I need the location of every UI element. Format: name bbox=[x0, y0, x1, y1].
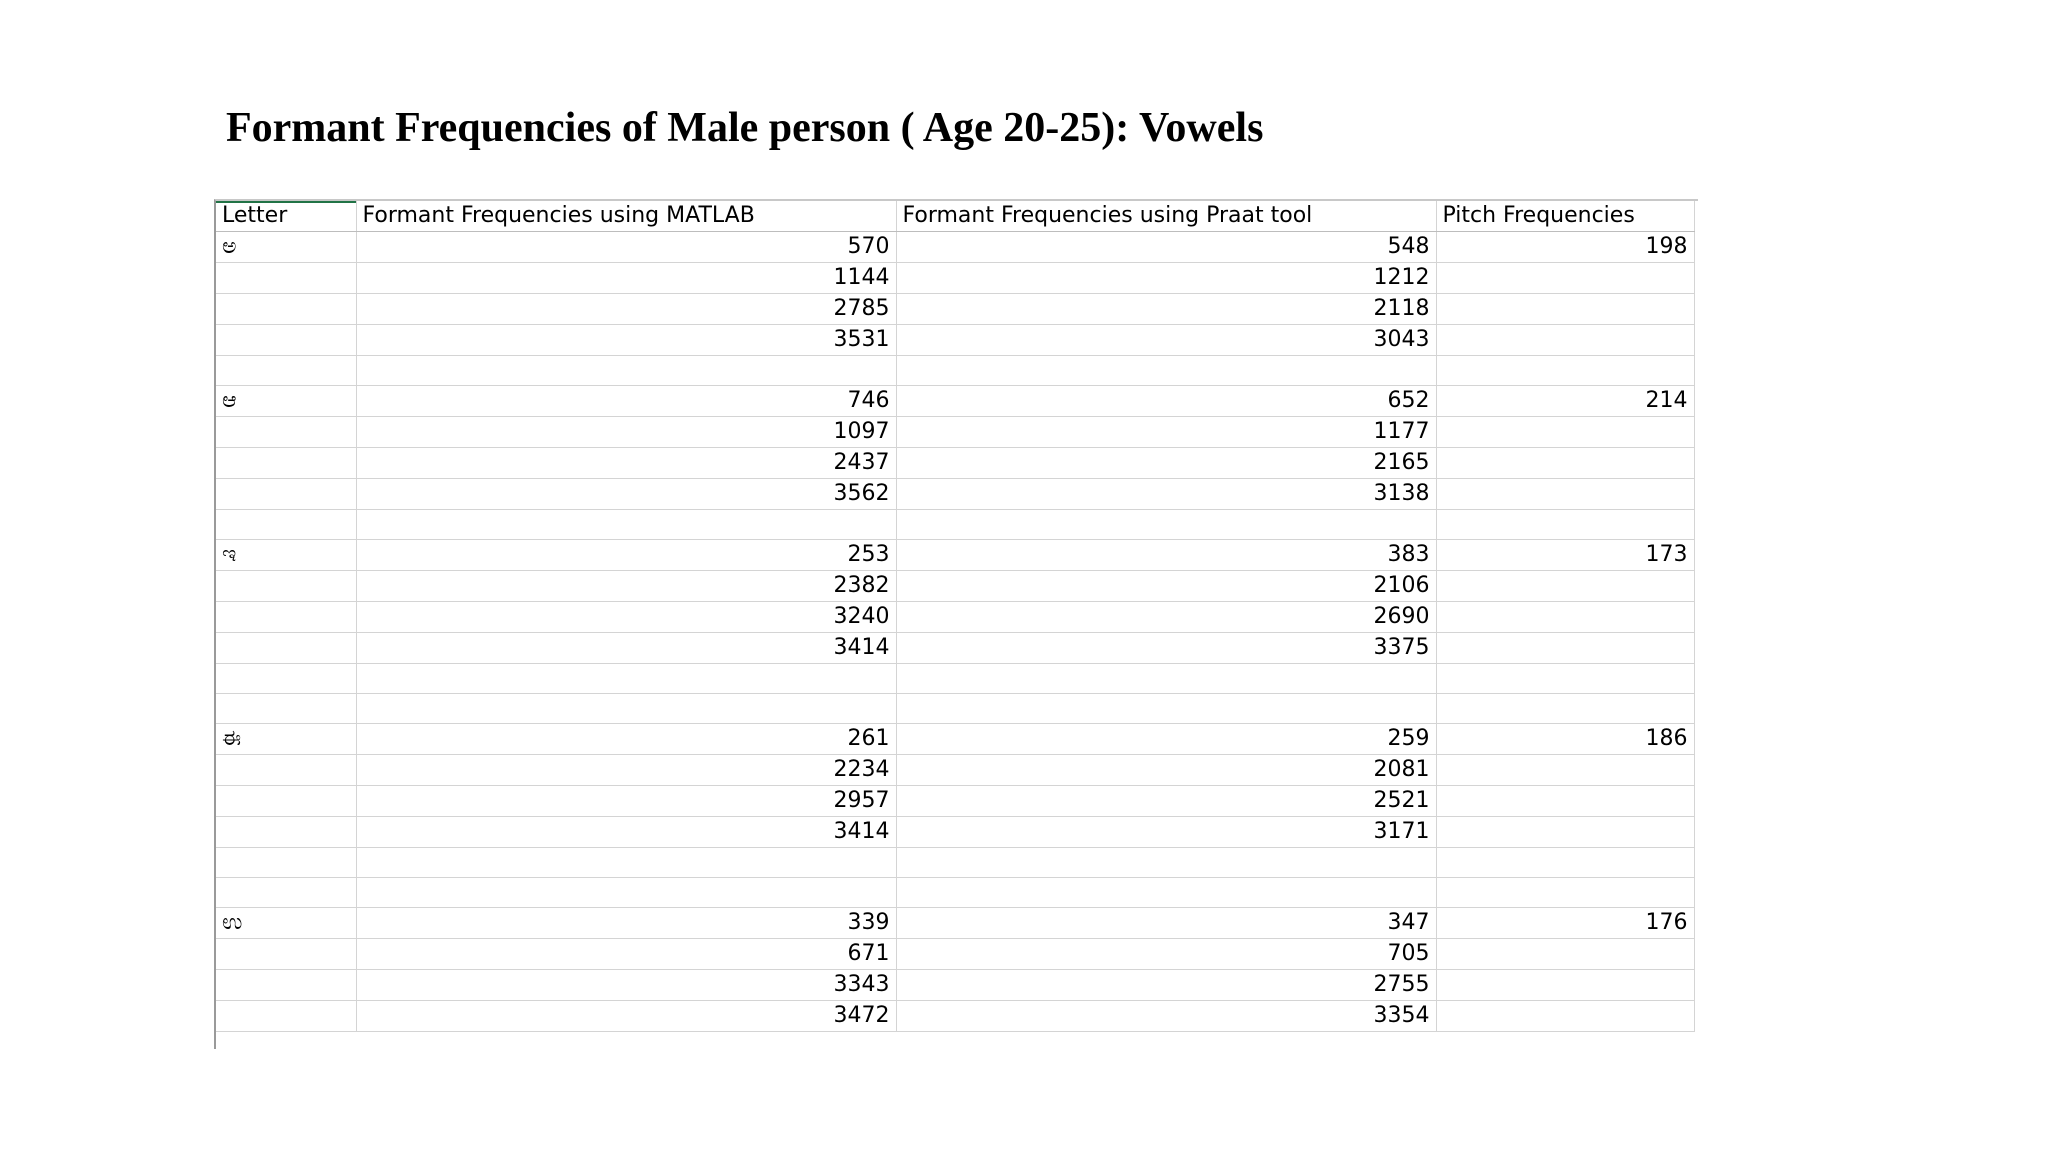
table-row bbox=[216, 448, 1694, 479]
pitch-cell[interactable]: 176 bbox=[1436, 908, 1694, 939]
praat-cell[interactable]: 383 bbox=[896, 540, 1436, 571]
matlab-cell[interactable] bbox=[356, 694, 896, 724]
praat-cell[interactable] bbox=[896, 356, 1436, 386]
matlab-cell[interactable] bbox=[356, 664, 896, 694]
table-row bbox=[216, 571, 1694, 602]
matlab-cell[interactable]: 261 bbox=[356, 724, 896, 755]
table-row bbox=[216, 786, 1694, 817]
letter-cell[interactable] bbox=[216, 970, 356, 1001]
praat-cell[interactable]: 3138 bbox=[896, 479, 1436, 510]
letter-cell[interactable] bbox=[216, 817, 356, 848]
praat-cell[interactable]: 2081 bbox=[896, 755, 1436, 786]
matlab-cell[interactable]: 2234 bbox=[356, 755, 896, 786]
table-row bbox=[216, 939, 1694, 970]
column-header-praat[interactable]: Formant Frequencies using Praat tool bbox=[896, 201, 1436, 232]
letter-cell[interactable] bbox=[216, 786, 356, 817]
table-row bbox=[216, 878, 1694, 908]
letter-cell[interactable] bbox=[216, 939, 356, 970]
pitch-cell[interactable]: 186 bbox=[1436, 724, 1694, 755]
praat-cell[interactable] bbox=[896, 694, 1436, 724]
letter-cell[interactable] bbox=[216, 479, 356, 510]
praat-cell[interactable]: 2690 bbox=[896, 602, 1436, 633]
formant-table bbox=[216, 201, 1695, 1032]
pitch-cell[interactable] bbox=[1436, 571, 1694, 602]
praat-cell[interactable]: 548 bbox=[896, 232, 1436, 263]
table-row bbox=[216, 540, 1694, 571]
pitch-cell[interactable] bbox=[1436, 848, 1694, 878]
letter-cell[interactable]: ಉ bbox=[216, 908, 356, 939]
matlab-cell[interactable] bbox=[356, 356, 896, 386]
letter-cell[interactable] bbox=[216, 664, 356, 694]
letter-cell[interactable] bbox=[216, 755, 356, 786]
table-row bbox=[216, 232, 1694, 263]
table-row bbox=[216, 417, 1694, 448]
letter-cell[interactable] bbox=[216, 571, 356, 602]
column-header-pitch[interactable]: Pitch Frequencies bbox=[1436, 201, 1694, 232]
table-row bbox=[216, 479, 1694, 510]
matlab-cell[interactable]: 2437 bbox=[356, 448, 896, 479]
letter-cell[interactable]: ಅ bbox=[216, 232, 356, 263]
pitch-cell[interactable] bbox=[1436, 633, 1694, 664]
matlab-cell[interactable]: 1144 bbox=[356, 263, 896, 294]
letter-cell[interactable] bbox=[216, 633, 356, 664]
matlab-cell[interactable]: 3531 bbox=[356, 325, 896, 356]
praat-cell[interactable] bbox=[896, 848, 1436, 878]
pitch-cell[interactable] bbox=[1436, 263, 1694, 294]
praat-cell[interactable]: 2755 bbox=[896, 970, 1436, 1001]
praat-cell[interactable]: 347 bbox=[896, 908, 1436, 939]
table-row bbox=[216, 294, 1694, 325]
letter-cell[interactable] bbox=[216, 263, 356, 294]
pitch-cell[interactable] bbox=[1436, 356, 1694, 386]
table-row bbox=[216, 1001, 1694, 1032]
praat-cell[interactable]: 3171 bbox=[896, 817, 1436, 848]
praat-cell[interactable]: 1212 bbox=[896, 263, 1436, 294]
table-row bbox=[216, 970, 1694, 1001]
praat-cell[interactable] bbox=[896, 510, 1436, 540]
pitch-cell[interactable]: 173 bbox=[1436, 540, 1694, 571]
matlab-cell[interactable]: 3240 bbox=[356, 602, 896, 633]
matlab-cell[interactable]: 570 bbox=[356, 232, 896, 263]
matlab-cell[interactable]: 2957 bbox=[356, 786, 896, 817]
matlab-cell[interactable]: 339 bbox=[356, 908, 896, 939]
matlab-cell[interactable]: 3414 bbox=[356, 817, 896, 848]
header-row bbox=[216, 201, 1694, 232]
table-row bbox=[216, 386, 1694, 417]
letter-cell[interactable] bbox=[216, 448, 356, 479]
matlab-cell[interactable]: 253 bbox=[356, 540, 896, 571]
table-row bbox=[216, 848, 1694, 878]
praat-cell[interactable]: 1177 bbox=[896, 417, 1436, 448]
letter-cell[interactable] bbox=[216, 510, 356, 540]
pitch-cell[interactable] bbox=[1436, 417, 1694, 448]
table-row bbox=[216, 356, 1694, 386]
letter-cell[interactable] bbox=[216, 325, 356, 356]
praat-cell[interactable]: 2118 bbox=[896, 294, 1436, 325]
pitch-cell[interactable] bbox=[1436, 878, 1694, 908]
column-header-letter[interactable]: Letter bbox=[216, 201, 356, 232]
table-row bbox=[216, 817, 1694, 848]
matlab-cell[interactable]: 2785 bbox=[356, 294, 896, 325]
matlab-cell[interactable]: 1097 bbox=[356, 417, 896, 448]
letter-cell[interactable]: ಈ bbox=[216, 724, 356, 755]
pitch-cell[interactable] bbox=[1436, 294, 1694, 325]
table-row bbox=[216, 325, 1694, 356]
praat-cell[interactable]: 3043 bbox=[896, 325, 1436, 356]
praat-cell[interactable]: 2106 bbox=[896, 571, 1436, 602]
matlab-cell[interactable]: 671 bbox=[356, 939, 896, 970]
matlab-cell[interactable] bbox=[356, 510, 896, 540]
matlab-cell[interactable]: 2382 bbox=[356, 571, 896, 602]
pitch-cell[interactable] bbox=[1436, 817, 1694, 848]
letter-cell[interactable] bbox=[216, 602, 356, 633]
pitch-cell[interactable] bbox=[1436, 755, 1694, 786]
table-row bbox=[216, 602, 1694, 633]
letter-cell[interactable]: ಆ bbox=[216, 386, 356, 417]
pitch-cell[interactable] bbox=[1436, 479, 1694, 510]
praat-cell[interactable]: 2165 bbox=[896, 448, 1436, 479]
table-row bbox=[216, 510, 1694, 540]
letter-cell[interactable] bbox=[216, 294, 356, 325]
pitch-cell[interactable] bbox=[1436, 602, 1694, 633]
praat-cell[interactable] bbox=[896, 664, 1436, 694]
matlab-cell[interactable] bbox=[356, 848, 896, 878]
praat-cell[interactable]: 3354 bbox=[896, 1001, 1436, 1032]
table-row bbox=[216, 633, 1694, 664]
pitch-cell[interactable] bbox=[1436, 786, 1694, 817]
pitch-cell[interactable]: 198 bbox=[1436, 232, 1694, 263]
pitch-cell[interactable]: 214 bbox=[1436, 386, 1694, 417]
letter-cell[interactable]: ಇ bbox=[216, 540, 356, 571]
pitch-cell[interactable] bbox=[1436, 694, 1694, 724]
pitch-cell[interactable] bbox=[1436, 970, 1694, 1001]
letter-cell[interactable] bbox=[216, 356, 356, 386]
table-row bbox=[216, 694, 1694, 724]
letter-cell[interactable] bbox=[216, 848, 356, 878]
column-header-matlab[interactable]: Formant Frequencies using MATLAB bbox=[356, 201, 896, 232]
letter-cell[interactable] bbox=[216, 878, 356, 908]
matlab-cell[interactable]: 746 bbox=[356, 386, 896, 417]
pitch-cell[interactable] bbox=[1436, 1001, 1694, 1032]
table-body bbox=[216, 232, 1694, 1032]
pitch-cell[interactable] bbox=[1436, 325, 1694, 356]
pitch-cell[interactable] bbox=[1436, 664, 1694, 694]
praat-cell[interactable] bbox=[896, 878, 1436, 908]
letter-cell[interactable] bbox=[216, 417, 356, 448]
matlab-cell[interactable]: 3562 bbox=[356, 479, 896, 510]
table-row bbox=[216, 263, 1694, 294]
pitch-cell[interactable] bbox=[1436, 510, 1694, 540]
praat-cell[interactable]: 705 bbox=[896, 939, 1436, 970]
pitch-cell[interactable] bbox=[1436, 448, 1694, 479]
praat-cell[interactable]: 3375 bbox=[896, 633, 1436, 664]
table-row bbox=[216, 724, 1694, 755]
page-title: Formant Frequencies of Male person ( Age 20-25): Vowels bbox=[226, 105, 1264, 151]
matlab-cell[interactable] bbox=[356, 878, 896, 908]
table-row bbox=[216, 664, 1694, 694]
letter-cell[interactable] bbox=[216, 1001, 356, 1032]
praat-cell[interactable]: 2521 bbox=[896, 786, 1436, 817]
matlab-cell[interactable]: 3343 bbox=[356, 970, 896, 1001]
table-row bbox=[216, 908, 1694, 939]
table-row bbox=[216, 755, 1694, 786]
spreadsheet-table bbox=[214, 199, 1698, 1049]
letter-cell[interactable] bbox=[216, 694, 356, 724]
matlab-cell[interactable]: 3472 bbox=[356, 1001, 896, 1032]
praat-cell[interactable]: 259 bbox=[896, 724, 1436, 755]
matlab-cell[interactable]: 3414 bbox=[356, 633, 896, 664]
pitch-cell[interactable] bbox=[1436, 939, 1694, 970]
praat-cell[interactable]: 652 bbox=[896, 386, 1436, 417]
